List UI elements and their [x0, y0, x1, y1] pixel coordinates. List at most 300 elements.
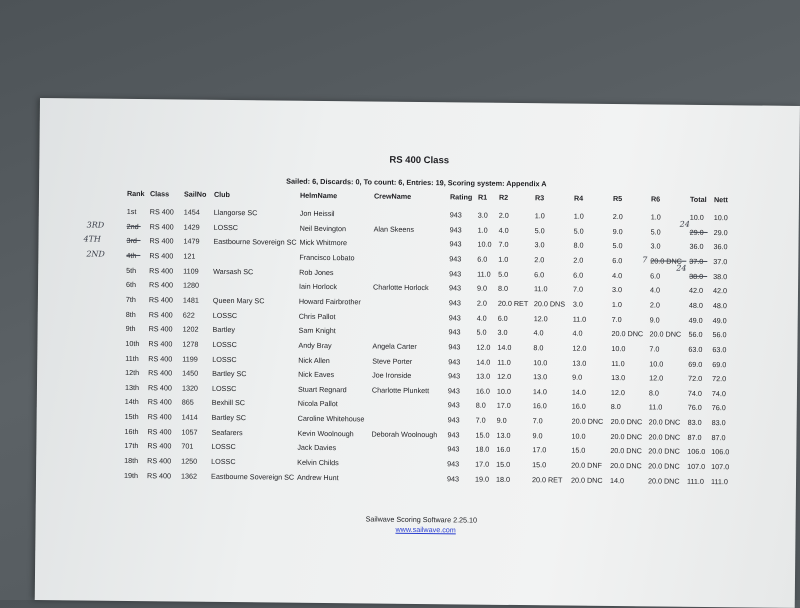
cell-r4: 14.0 [571, 387, 586, 397]
cell-helmname: Kelvin Childs [297, 457, 339, 468]
cell-helmname: Nick Allen [298, 355, 330, 365]
cell-nett: 48.0 [712, 300, 727, 311]
cell-r4: 8.0 [573, 240, 584, 250]
cell-class: RS 400 [149, 265, 174, 275]
cell-rating: 943 [447, 444, 460, 454]
cell-total: 10.0 [689, 212, 704, 222]
cell-r1: 18.0 [475, 444, 490, 455]
cell-club: LOSSC [211, 442, 236, 452]
cell-helmname: Chris Pallot [298, 311, 336, 321]
cell-r2: 2.0 [498, 210, 509, 220]
handwritten-note: 24 [679, 219, 690, 229]
cell-r6: 5.0 [650, 227, 661, 237]
cell-sailno: 1280 [182, 280, 200, 290]
footer-software-credit: Sailwave Scoring Software 2.25.10 [365, 514, 478, 525]
cell-rank: 9th [125, 324, 136, 334]
cell-r6: 2.0 [649, 300, 660, 310]
cell-nett: 87.0 [711, 432, 726, 442]
cell-r5: 20.0 DNC [610, 461, 642, 471]
cell-rating: 943 [447, 430, 460, 440]
cell-r2: 20.0 RET [497, 298, 529, 309]
cell-sailno: 1199 [182, 354, 198, 364]
cell-sailno: 865 [181, 397, 194, 408]
cell-r1: 14.0 [476, 357, 491, 367]
cell-r2: 3.0 [497, 327, 508, 338]
cell-club: Eastbourne Sovereign SC [211, 471, 295, 482]
handwritten-note: 4TH [83, 234, 101, 244]
cell-club: Eastbourne Sovereign SC [213, 237, 297, 247]
cell-class: RS 400 [147, 382, 173, 393]
cell-nett: 72.0 [712, 374, 727, 384]
cell-total: 107.0 [687, 461, 706, 472]
cell-r5: 14.0 [609, 475, 625, 485]
cell-class: RS 400 [147, 412, 172, 422]
cell-club: Bartley SC [212, 368, 247, 379]
cell-r5: 20.0 DNC [610, 446, 642, 456]
column-header-rank: Rank [126, 188, 145, 199]
strike-through [689, 261, 707, 262]
handwritten-note: 2ND [86, 249, 105, 259]
strike-through [127, 240, 141, 241]
cell-helmname: Iain Horlock [298, 281, 338, 292]
cell-r1: 12.0 [476, 342, 491, 352]
cell-club: Bartley SC [211, 412, 247, 423]
cell-class: RS 400 [147, 470, 172, 481]
cell-r4: 2.0 [573, 255, 584, 265]
cell-total: 36.0 [689, 242, 704, 252]
cell-r2: 11.0 [497, 357, 511, 367]
cell-nett: 83.0 [711, 418, 726, 428]
cell-r6: 20.0 DNC [649, 329, 682, 339]
cell-club: LOSSC [212, 310, 238, 320]
cell-r2: 4.0 [498, 225, 509, 235]
cell-rank: 18th [124, 455, 139, 466]
cell-rating: 943 [447, 415, 460, 425]
cell-rating: 943 [448, 312, 461, 322]
cell-sailno: 1109 [183, 266, 199, 276]
cell-helmname: Andrew Hunt [296, 472, 339, 482]
cell-total: 111.0 [686, 476, 704, 486]
cell-r5: 1.0 [611, 299, 622, 309]
cell-r1: 3.0 [477, 210, 488, 220]
cell-rank: 1st [126, 206, 137, 217]
cell-r5: 12.0 [610, 387, 625, 397]
cell-r1: 6.0 [477, 254, 488, 264]
cell-r3: 20.0 RET [531, 474, 563, 485]
cell-rank: 16th [124, 426, 139, 436]
cell-helmname: Jack Davies [297, 443, 337, 453]
cell-r1: 10.0 [477, 239, 492, 250]
cell-r3: 2.0 [534, 255, 545, 265]
cell-r3: 13.0 [533, 372, 548, 382]
cell-club: Queen Mary SC [212, 295, 265, 306]
handwritten-note: 24 [676, 263, 687, 273]
cell-sailno: 701 [181, 441, 194, 452]
cell-rank: 12th [125, 368, 140, 378]
cell-r2: 1.0 [498, 254, 509, 264]
cell-crewname: Deborah Woolnough [371, 429, 438, 439]
cell-nett: 63.0 [712, 344, 727, 355]
cell-rating: 943 [447, 400, 460, 410]
cell-nett: 49.0 [712, 315, 727, 325]
cell-r3: 5.0 [534, 225, 545, 235]
cell-r3: 15.0 [532, 460, 547, 470]
cell-r2: 6.0 [497, 313, 508, 323]
cell-class: RS 400 [148, 309, 173, 319]
cell-nett: 38.0 [713, 271, 728, 281]
cell-helmname: Mick Whitmore [299, 238, 348, 248]
cell-class: RS 400 [148, 295, 173, 305]
cell-helmname: Howard Fairbrother [298, 296, 361, 307]
cell-helmname: Neil Bevington [299, 223, 347, 233]
cell-r6: 20.0 DNC [650, 256, 682, 266]
cell-crewname: Angela Carter [372, 341, 417, 351]
cell-r1: 1.0 [477, 225, 488, 235]
cell-rank: 2nd [126, 221, 139, 231]
cell-class: RS 400 [147, 456, 172, 466]
page-title: RS 400 Class [389, 154, 450, 167]
cell-r5: 4.0 [612, 270, 623, 280]
cell-r2: 17.0 [496, 401, 511, 411]
cell-club: LOSSC [211, 383, 237, 393]
cell-r6: 9.0 [649, 314, 660, 325]
column-header-total: Total [689, 194, 707, 204]
cell-rating: 943 [447, 459, 460, 469]
cell-club: Bartley [212, 325, 236, 335]
cell-nett: 74.0 [711, 388, 726, 398]
cell-club: LOSSC [213, 222, 239, 232]
cell-total: 49.0 [688, 315, 703, 325]
cell-r5: 11.0 [611, 358, 625, 368]
cell-rating: 943 [448, 342, 461, 352]
cell-r4: 20.0 DNC [570, 475, 603, 485]
cell-r2: 14.0 [497, 342, 512, 352]
cell-r4: 5.0 [573, 226, 584, 236]
cell-sailno: 1454 [183, 207, 200, 217]
cell-rank: 6th [126, 280, 137, 290]
cell-r2: 13.0 [496, 430, 511, 440]
cell-r3: 17.0 [532, 445, 547, 455]
cell-sailno: 1414 [181, 412, 198, 422]
column-header-rating: Rating [449, 192, 473, 202]
cell-r3: 11.0 [533, 284, 548, 294]
cell-r1: 13.0 [476, 371, 491, 381]
cell-r1: 8.0 [475, 401, 486, 411]
cell-r3: 20.0 DNS [533, 299, 566, 309]
cell-rating: 943 [449, 268, 462, 279]
cell-rank: 4th [126, 250, 137, 260]
cell-crewname: Charlotte Horlock [372, 282, 429, 293]
cell-class: RS 400 [149, 280, 174, 290]
cell-total: 72.0 [688, 373, 703, 384]
cell-r5: 2.0 [612, 212, 623, 222]
cell-nett: 69.0 [712, 359, 727, 369]
cell-r5: 13.0 [611, 373, 626, 383]
cell-r6: 20.0 DNC [648, 417, 681, 427]
cell-r1: 15.0 [475, 430, 490, 440]
cell-r6: 8.0 [648, 388, 659, 398]
cell-rating: 943 [448, 283, 462, 293]
cell-rank: 5th [126, 265, 137, 275]
cell-r6: 20.0 DNC [647, 476, 680, 486]
cell-r1: 5.0 [476, 327, 487, 337]
cell-r6: 20.0 DNC [648, 461, 680, 471]
cell-r1: 2.0 [476, 298, 487, 308]
column-header-r6: R6 [650, 194, 661, 204]
cell-rating: 943 [449, 239, 462, 249]
cell-rating: 943 [447, 386, 461, 396]
cell-r2: 9.0 [496, 415, 507, 425]
cell-class: RS 400 [149, 236, 174, 246]
cell-sailno: 622 [182, 310, 195, 320]
cell-class: RS 400 [148, 324, 173, 334]
cell-total: 87.0 [687, 432, 702, 442]
cell-nett: 37.0 [713, 256, 728, 267]
cell-r2: 7.0 [498, 240, 509, 250]
cell-club: LOSSC [212, 354, 237, 364]
cell-r4: 6.0 [573, 270, 584, 280]
cell-r6: 1.0 [650, 212, 661, 222]
cell-r5: 10.0 [611, 343, 626, 353]
cell-r5: 20.0 DNC [611, 329, 644, 339]
cell-r4: 20.0 DNC [571, 416, 604, 427]
cell-r5: 5.0 [612, 241, 623, 251]
cell-helmname: Stuart Regnard [297, 384, 347, 395]
cell-rank: 13th [124, 382, 140, 392]
cell-sailno: 1250 [181, 456, 198, 466]
cell-r6: 12.0 [649, 373, 664, 383]
cell-sailno: 1278 [182, 339, 199, 349]
cell-r6: 6.0 [650, 270, 661, 281]
cell-r3: 6.0 [534, 269, 545, 279]
cell-r3: 7.0 [532, 416, 543, 426]
cell-total: 69.0 [688, 359, 703, 369]
footer-link[interactable]: www.sailwave.com [395, 524, 456, 535]
cell-club: Seafarers [211, 427, 243, 437]
cell-total: 76.0 [687, 403, 702, 413]
cell-rank: 14th [124, 397, 139, 407]
column-header-class: Class [149, 189, 170, 199]
cell-nett: 42.0 [712, 286, 728, 296]
cell-r5: 7.0 [611, 314, 622, 324]
cell-rating: 943 [448, 356, 461, 366]
cell-club: Warsash SC [213, 266, 254, 276]
cell-rating: 943 [449, 224, 462, 235]
cell-r1: 16.0 [475, 386, 491, 396]
cell-r2: 18.0 [495, 474, 511, 484]
cell-total: 83.0 [687, 417, 702, 428]
cell-total: 63.0 [688, 344, 703, 354]
cell-sailno: 1481 [182, 295, 199, 305]
cell-helmname: Francisco Lobato [299, 252, 355, 263]
cell-sailno: 1450 [182, 368, 199, 378]
cell-r6: 20.0 DNC [648, 432, 681, 442]
cell-class: RS 400 [148, 353, 173, 363]
cell-r3: 14.0 [532, 386, 548, 397]
cell-rank: 3rd [126, 236, 137, 246]
cell-r4: 10.0 [571, 431, 586, 441]
cell-rating: 943 [446, 473, 460, 484]
strike-through [689, 275, 707, 276]
cell-helmname: Rob Jones [299, 267, 334, 277]
cell-rating: 943 [448, 298, 461, 308]
cell-r6: 4.0 [649, 285, 661, 295]
column-header-r4: R4 [573, 193, 584, 203]
cell-class: RS 400 [148, 368, 173, 378]
results-sheet [35, 98, 800, 608]
cell-r1: 4.0 [476, 313, 487, 323]
cell-helmname: Nicola Pallot [297, 399, 338, 409]
column-header-r3: R3 [534, 193, 545, 203]
cell-r4: 7.0 [572, 284, 584, 294]
cell-r4: 3.0 [572, 299, 583, 309]
cell-r5: 3.0 [611, 285, 623, 295]
cell-class: RS 400 [147, 426, 172, 437]
cell-r3: 8.0 [533, 343, 544, 353]
cell-r5: 6.0 [612, 255, 623, 266]
cell-total: 37.0 [689, 256, 704, 266]
cell-r2: 16.0 [496, 445, 511, 455]
cell-rating: 943 [448, 327, 461, 337]
cell-rating: 943 [449, 254, 462, 264]
cell-r2: 15.0 [496, 459, 511, 469]
cell-r4: 16.0 [571, 402, 586, 412]
cell-rank: 8th [125, 309, 136, 319]
column-header-r1: R1 [477, 192, 488, 202]
cell-crewname: Joe Ironside [372, 370, 412, 381]
column-header-r2: R2 [498, 192, 509, 202]
cell-total: 56.0 [688, 329, 703, 340]
cell-club: LOSSC [211, 456, 236, 467]
cell-r4: 20.0 DNF [571, 460, 602, 470]
column-header-helmname: HelmName [299, 190, 338, 201]
cell-nett: 106.0 [711, 447, 730, 457]
cell-r6: 11.0 [648, 402, 663, 412]
cell-crewname: Steve Porter [372, 355, 413, 366]
cell-r5: 20.0 DNC [610, 417, 643, 427]
cell-r4: 15.0 [571, 445, 586, 456]
cell-rank: 17th [124, 441, 139, 451]
cell-club: LOSSC [212, 339, 237, 349]
cell-r1: 9.0 [476, 283, 488, 293]
cell-r6: 3.0 [650, 241, 661, 251]
cell-nett: 76.0 [711, 403, 726, 413]
cell-r4: 1.0 [573, 211, 584, 221]
cell-helmname: Caroline Whitehouse [297, 413, 365, 424]
column-header-r5: R5 [612, 194, 623, 204]
cell-r1: 19.0 [474, 474, 490, 484]
cell-helmname: Jon Heissil [299, 208, 335, 219]
cell-r3: 3.0 [534, 240, 545, 250]
cell-sailno: 1479 [183, 236, 200, 246]
cell-sailno: 1320 [181, 383, 199, 393]
cell-r2: 10.0 [496, 386, 512, 396]
cell-rank: 7th [125, 294, 136, 304]
cell-r2: 12.0 [497, 371, 512, 382]
cell-total: 106.0 [687, 447, 706, 457]
cell-r2: 5.0 [498, 269, 509, 279]
cell-r3: 4.0 [533, 328, 544, 338]
handwritten-note: 3RD [86, 220, 105, 230]
column-header-sailno: SailNo [183, 189, 207, 199]
cell-r4: 12.0 [572, 343, 587, 353]
cell-helmname: Kevin Woolnough [297, 428, 354, 439]
cell-nett: 56.0 [712, 330, 727, 340]
cell-r4: 4.0 [572, 328, 583, 338]
cell-club: Llangorse SC [213, 207, 258, 218]
column-header-crewname: CrewName [373, 191, 412, 201]
cell-rating: 943 [449, 210, 462, 220]
cell-rank: 19th [124, 470, 139, 480]
cell-r1: 7.0 [475, 415, 486, 425]
cell-nett: 107.0 [711, 462, 730, 472]
cell-r5: 20.0 DNC [610, 431, 643, 442]
cell-total: 48.0 [688, 300, 703, 310]
cell-total: 29.0 [689, 227, 704, 237]
cell-total: 38.0 [689, 271, 704, 281]
cell-total: 42.0 [688, 286, 704, 296]
cell-r4: 9.0 [572, 372, 583, 382]
cell-r1: 11.0 [477, 269, 491, 279]
cell-nett: 10.0 [713, 213, 728, 223]
cell-r3: 16.0 [532, 401, 547, 411]
cell-sailno: 121 [183, 251, 196, 261]
cell-r5: 9.0 [612, 226, 623, 236]
cell-r3: 1.0 [534, 211, 545, 221]
cell-crewname: Charlotte Plunkett [371, 385, 430, 395]
cell-r4: 13.0 [572, 358, 587, 368]
cell-total: 74.0 [687, 388, 702, 398]
cell-sailno: 1429 [183, 222, 200, 232]
cell-rank: 10th [125, 338, 140, 348]
cell-r5: 8.0 [610, 402, 621, 412]
column-header-club: Club [213, 189, 231, 199]
strike-through [690, 231, 708, 232]
cell-sailno: 1362 [181, 471, 198, 481]
column-header-nett: Nett [713, 195, 729, 205]
cell-helmname: Nick Eaves [298, 369, 335, 380]
handwritten-note: 7 [642, 255, 648, 265]
strike-through [126, 255, 140, 256]
cell-class: RS 400 [149, 251, 174, 261]
cell-rank: 15th [124, 411, 139, 422]
cell-r6: 20.0 DNC [648, 446, 680, 457]
cell-r6: 10.0 [649, 358, 664, 369]
series-summary: Sailed: 6, Discards: 0, To count: 6, Entries: 19, Scoring system: Appendix A [286, 176, 547, 189]
cell-r2: 8.0 [497, 284, 509, 294]
cell-r3: 12.0 [533, 313, 548, 323]
cell-sailno: 1202 [182, 324, 199, 334]
cell-r6: 7.0 [649, 344, 660, 354]
cell-nett: 29.0 [713, 227, 728, 237]
cell-helmname: Andy Bray [298, 340, 332, 350]
cell-sailno: 1057 [181, 427, 198, 437]
cell-class: RS 400 [149, 221, 174, 232]
cell-rating: 943 [448, 371, 461, 381]
cell-club: Bexhill SC [211, 398, 246, 408]
cell-helmname: Sam Knight [298, 325, 336, 336]
cell-class: RS 400 [147, 397, 172, 407]
cell-rank: 11th [125, 353, 139, 363]
cell-r3: 10.0 [533, 357, 548, 367]
cell-crewname: Alan Skeens [373, 224, 415, 234]
cell-class: RS 400 [149, 207, 174, 217]
strike-through [127, 226, 141, 227]
cell-r1: 17.0 [475, 459, 490, 469]
cell-class: RS 400 [147, 441, 172, 451]
cell-r4: 11.0 [572, 314, 587, 324]
cell-nett: 36.0 [713, 242, 728, 252]
